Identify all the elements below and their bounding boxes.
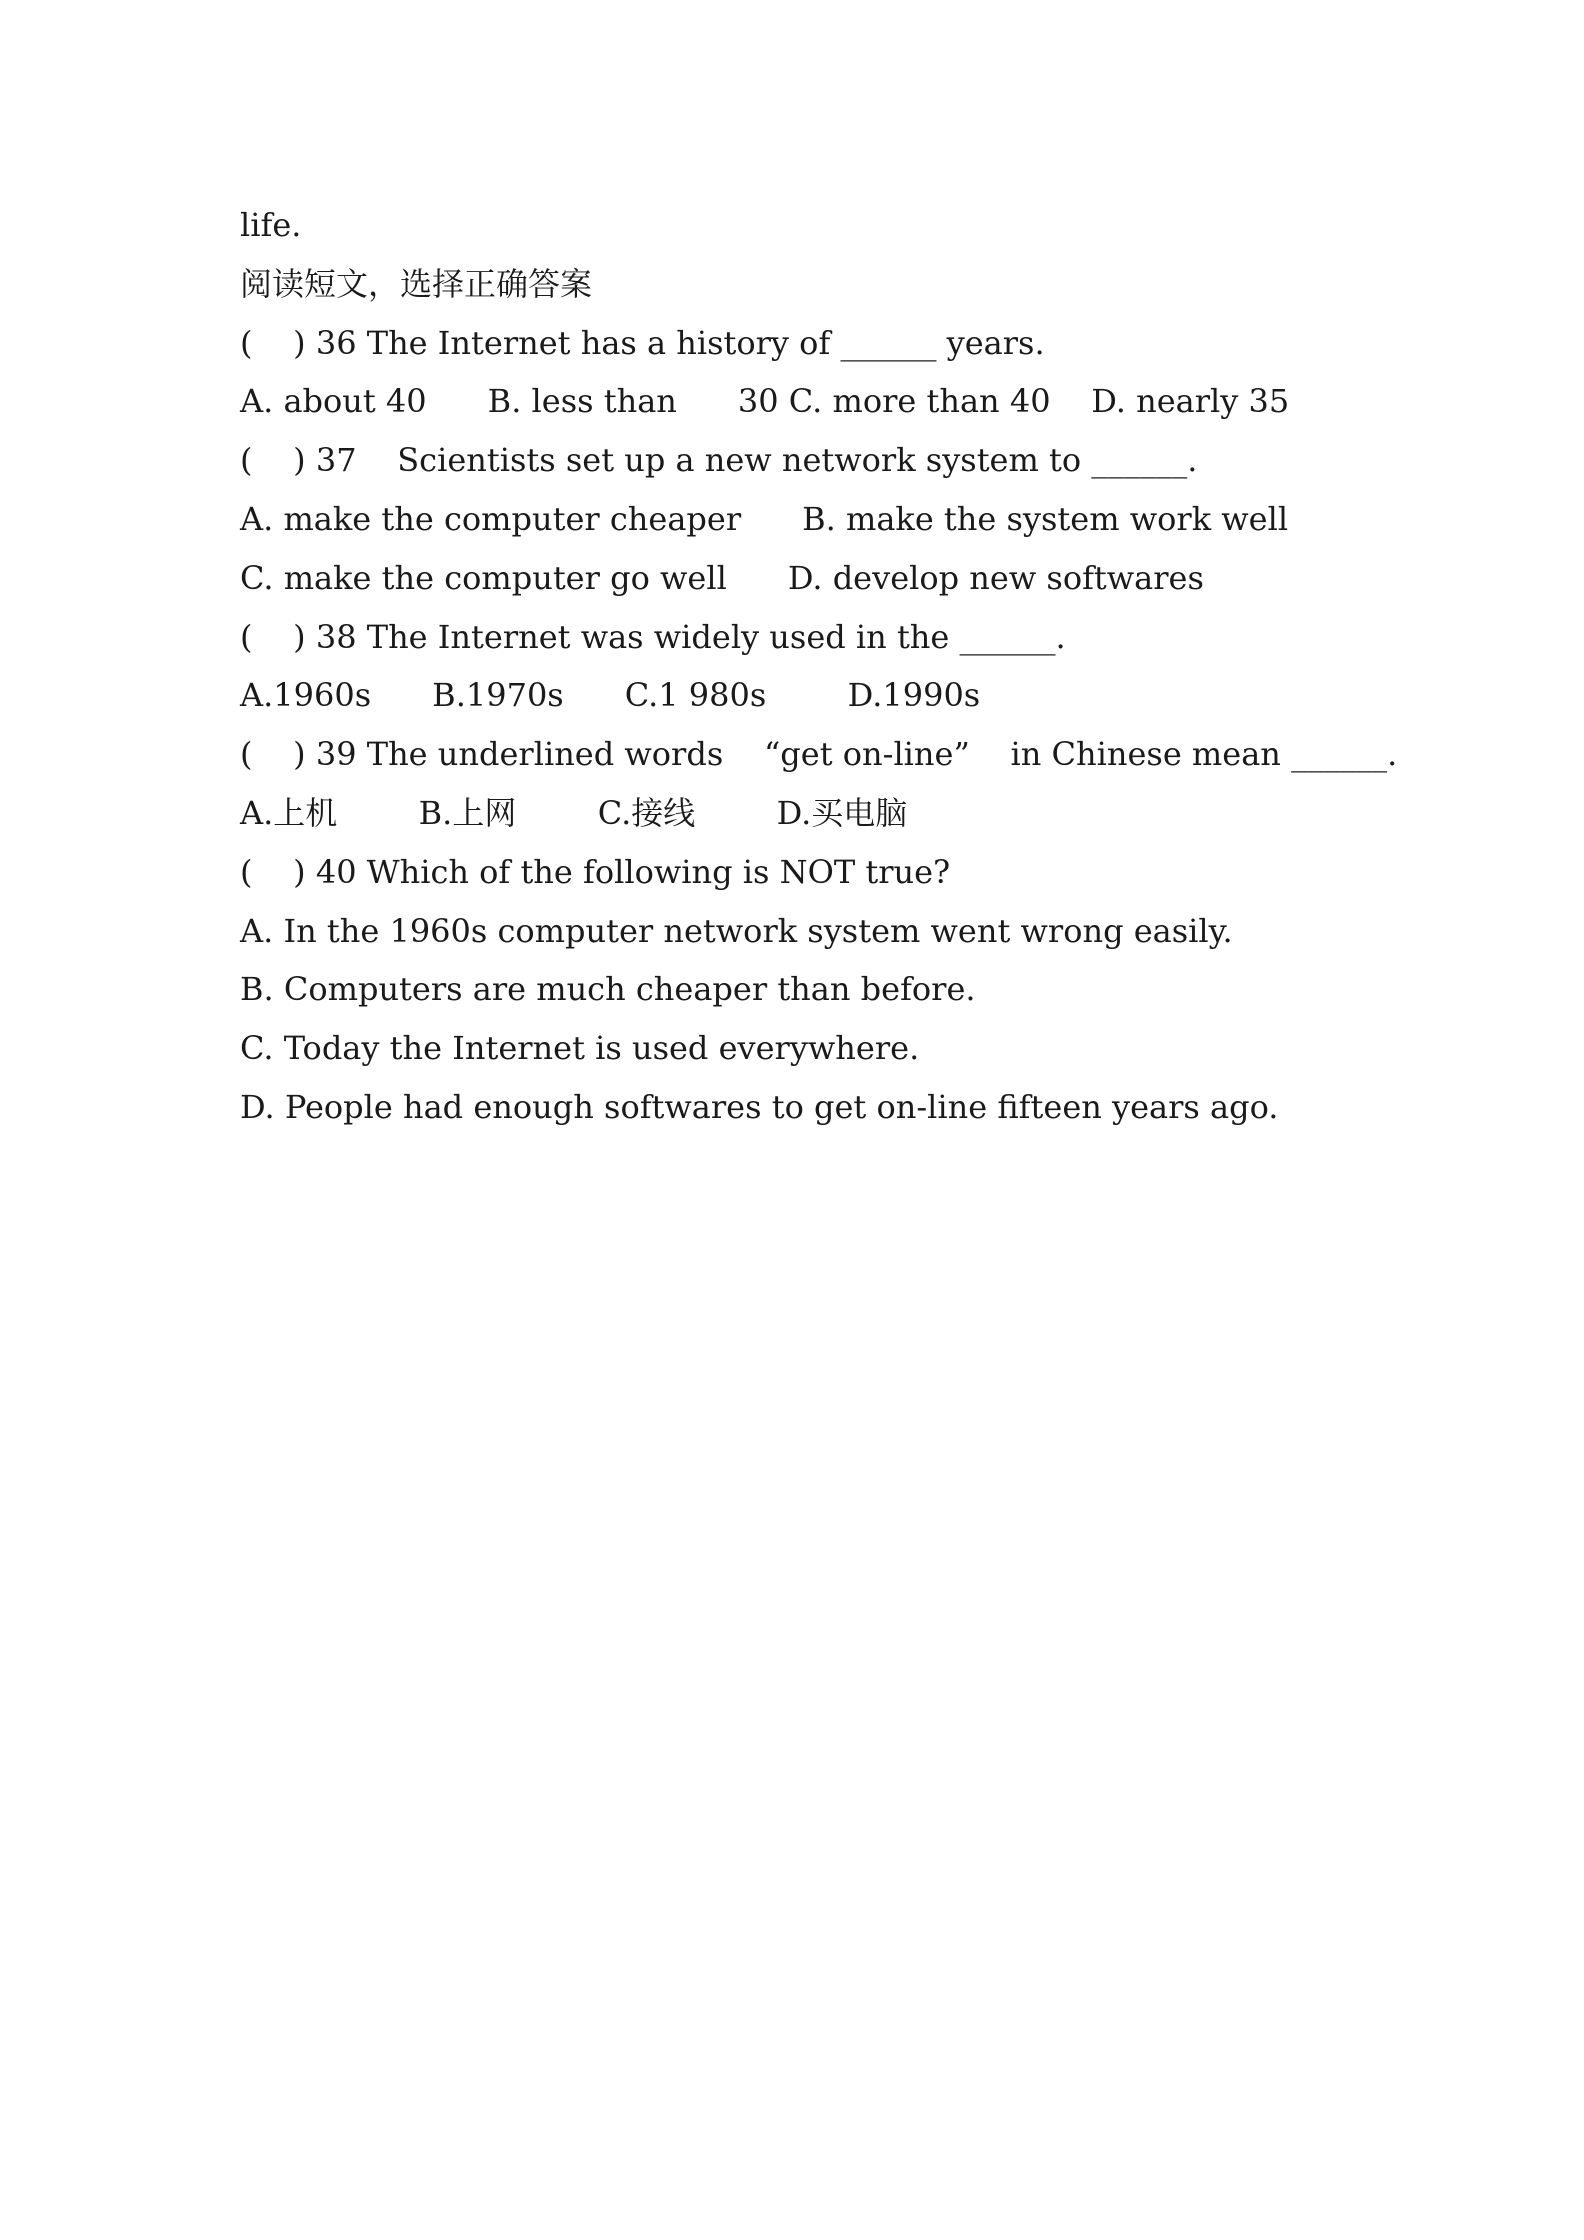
question-39: ( ) 39 The underlined words “get on-line” in Chinese mean ______. [240,735,1398,774]
question-36: ( ) 36 The Internet has a history of ______ years. [240,323,1045,362]
question-40-option-b: B. Computers are much cheaper than before. [240,970,976,1009]
question-40-option-d: D. People had enough softwares to get on-line fifteen years ago. [240,1087,1279,1126]
instruction-heading: 阅读短文，选择正确答案 [240,264,593,303]
question-40-option-a: A. In the 1960s computer network system went wrong easily. [240,911,1233,950]
question-38: ( ) 38 The Internet was widely used in the ______. [240,617,1066,656]
text-line-life: life. [240,206,302,244]
question-40-option-c: C. Today the Internet is used everywhere. [240,1029,920,1068]
question-36-options: A. about 40 B. less than 30 C. more than 40 D. nearly 35 [240,382,1290,421]
reading-questions [240,196,1400,1137]
question-37: ( ) 37 Scientists set up a new network system to ______. [240,441,1198,480]
question-37-options-cd: C. make the computer go well D. develop new softwares [240,558,1204,597]
question-37-options-ab: A. make the computer cheaper B. make the system work well [240,499,1289,538]
question-40: ( ) 40 Which of the following is NOT true? [240,852,951,891]
question-39-options: A.上机 B.上网 C.接线 D.买电脑 [240,793,908,832]
question-38-options: A.1960s B.1970s C.1 980s D.1990s [240,676,981,715]
